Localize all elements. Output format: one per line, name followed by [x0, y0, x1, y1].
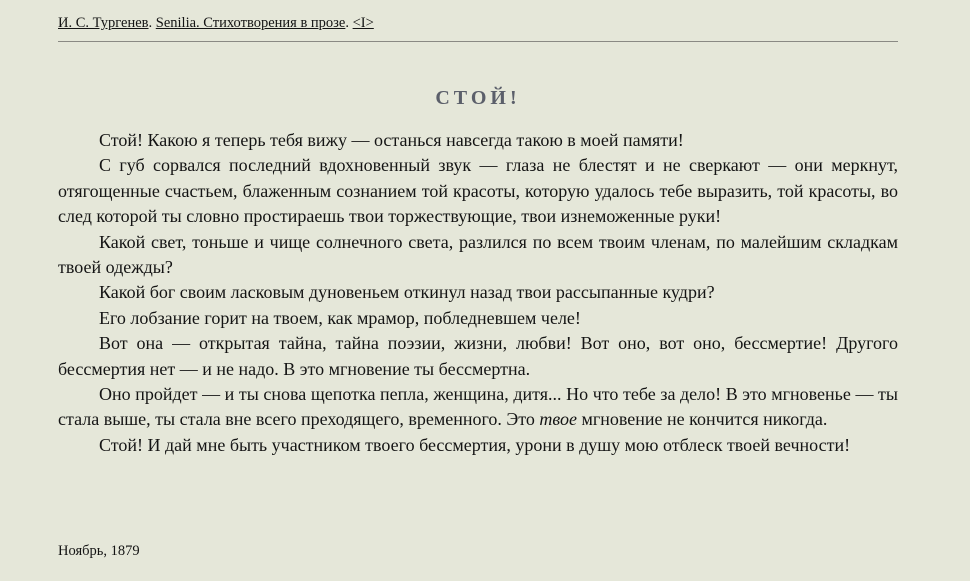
paragraph-text: Оно пройдет — и ты снова щепотка пепла, женщина, дитя... Но что тебе за дело! В это мгновенье — ты стала выше, ты стала вне всего преходящего, временного. Это [58, 384, 898, 430]
emphasized-word: твое [539, 409, 577, 430]
poem-paragraph: Стой! И дай мне быть участником твоего бессмертия, урони в душу мою отблеск твоей вечности! [99, 434, 851, 455]
poem-paragraph: Его лобзание горит на твоем, как мрамор, побледневшем челе! [99, 307, 581, 328]
index-link[interactable]: <I> [352, 15, 374, 31]
poem-title: СТОЙ! [435, 87, 521, 109]
poem-paragraph: Вот она — открытая тайна, тайна поэзии, жизни, любви! Вот оно, вот оно, бессмертие! Другого бессмертия нет — и не надо. В это мгновение ты бессмертна. [58, 333, 898, 379]
breadcrumb-separator: . [345, 15, 353, 31]
poem-date: Ноябрь, 1879 [58, 543, 140, 559]
poem-paragraph: Стой! Какою я теперь тебя вижу — останься навсегда такою в моей памяти! [99, 130, 684, 150]
poem-paragraph [58, 382, 898, 433]
poem-paragraph: Какой бог своим ласковым дуновеньем откинул назад твои рассыпанные кудри? [99, 282, 715, 303]
author-link[interactable]: И. С. Тургенев [58, 15, 149, 31]
poem-paragraph: Какой свет, тоньше и чище солнечного света, разлился по всем твоим членам, по малейшим складкам твоей одежды? [58, 231, 898, 278]
poem-body [58, 128, 898, 458]
header-divider [58, 41, 898, 42]
collection-link[interactable]: Senilia. Стихотворения в прозе [155, 15, 346, 31]
paragraph-text: мгновение не кончится никогда. [577, 409, 828, 430]
poem-paragraph: С губ сорвался последний вдохновенный звук — глаза не блестят и не сверкают — они меркнут, отягощенные счастьем, блаженным сознанием той красоты, которую удалось тебе выразить, той красоты, во след которой ты словно простираешь твои торжествующие, твои изнеможенные руки! [58, 155, 898, 227]
breadcrumb-separator: . [148, 15, 156, 31]
breadcrumb [58, 13, 374, 33]
